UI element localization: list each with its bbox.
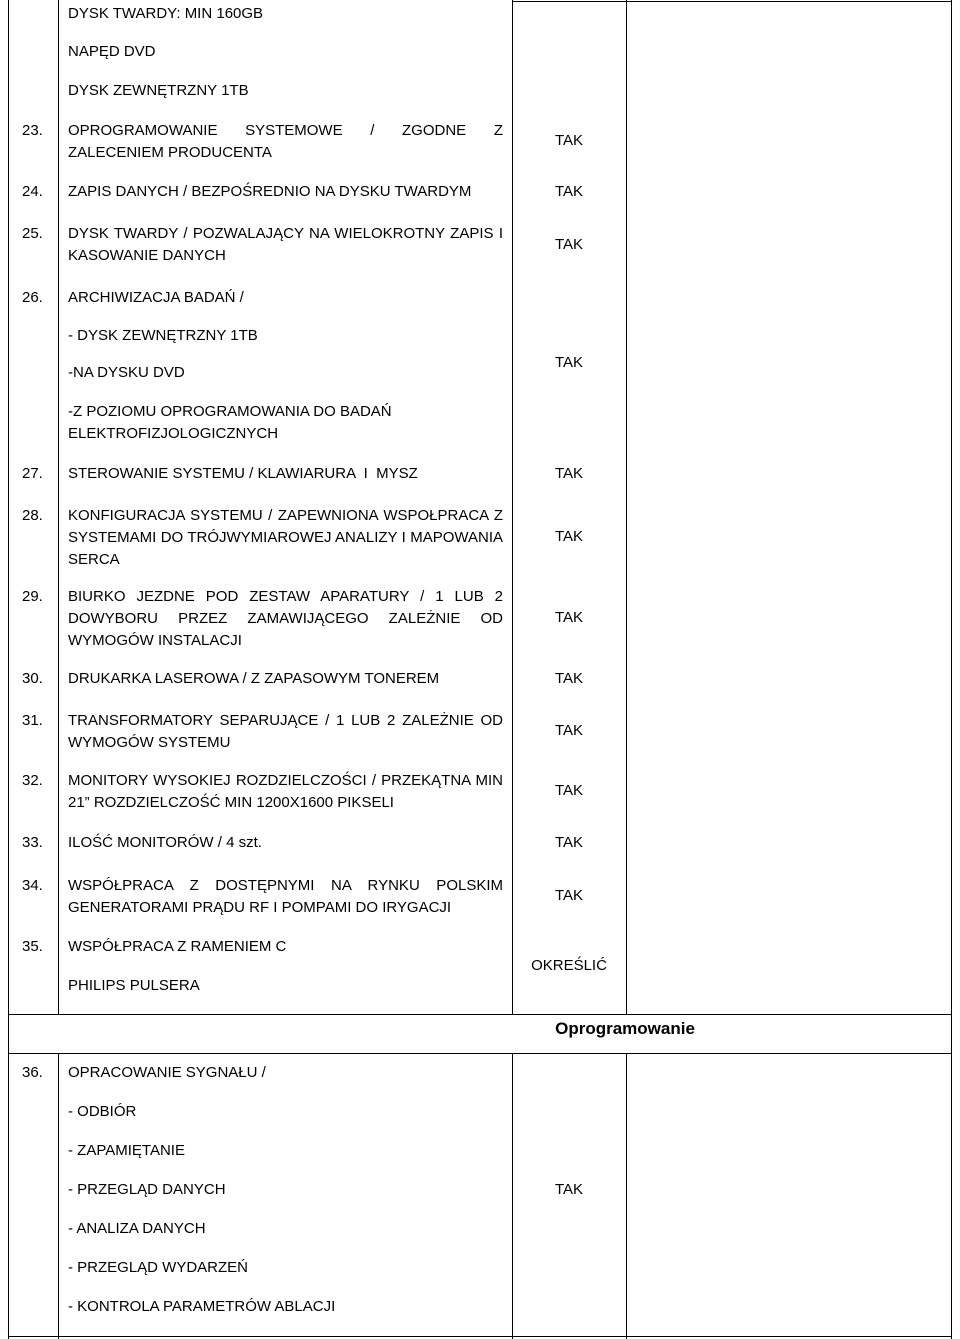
row-text: DRUKARKA LASEROWA / Z ZAPASOWYM TONEREM: [68, 670, 440, 687]
row-value: TAK: [554, 722, 584, 739]
row-number: 28.: [22, 507, 43, 524]
row-text: TRANSFORMATORY SEPARUJĄCE / 1 LUB 2 ZALEŻNIE OD WYMOGÓW SYSTEMU: [68, 712, 503, 751]
row-number: 31.: [22, 712, 43, 729]
row-value: TAK: [554, 887, 584, 904]
row-text: - ODBIÓR: [68, 1103, 137, 1120]
row-text: - ANALIZA DANYCH: [68, 1220, 206, 1237]
row-text: MONITORY WYSOKIEJ ROZDZIELCZOŚCI / PRZEKĄTNA MIN 21” ROZDZIELCZOŚĆ MIN 1200X1600 PIKSELI: [68, 772, 503, 811]
row-number: 27.: [22, 465, 43, 482]
row-text: KONFIGURACJA SYSTEMU / ZAPEWNIONA WSPOŁPRACA Z SYSTEMAMI DO TRÓJWYMIAROWEJ ANALIZY I MAPOWANIA SERCA: [68, 507, 503, 568]
row-number: 25.: [22, 225, 43, 242]
row-text: ZAPIS DANYCH / BEZPOŚREDNIO NA DYSKU TWARDYM: [68, 183, 472, 200]
section-heading: Oprogramowanie: [555, 1019, 695, 1038]
row-text: ILOŚĆ MONITORÓW / 4 szt.: [68, 834, 262, 851]
table-column-divider-3: [626, 0, 627, 1014]
row-text: NAPĘD DVD: [68, 43, 156, 60]
row-text: -Z POZIOMU OPROGRAMOWANIA DO BADAŃ ELEKTROFIZJOLOGICZNYCH: [68, 403, 392, 442]
row-number: 30.: [22, 670, 43, 687]
row-value: TAK: [554, 834, 584, 851]
row-number: 29.: [22, 588, 43, 605]
row-text: - PRZEGLĄD DANYCH: [68, 1181, 226, 1198]
row-number: 24.: [22, 183, 43, 200]
row-text: DYSK TWARDY: MIN 160GB: [68, 5, 264, 22]
section-rule-top: [8, 1014, 952, 1015]
table-border-right: [951, 0, 952, 1339]
row-text: OPROGRAMOWANIE SYSTEMOWE / ZGODNE Z ZALECENIEM PRODUCENTA: [68, 122, 503, 161]
row-text: WSPÓŁPRACA Z RAMENIEM C: [68, 938, 287, 955]
row-number: 34.: [22, 877, 43, 894]
row-value: TAK: [554, 354, 584, 371]
row-value: TAK: [554, 670, 584, 687]
row-text: STEROWANIE SYSTEMU / KLAWIARURA I MYSZ: [68, 465, 418, 482]
row-number: 36.: [22, 1064, 43, 1081]
table-top-right-border: [512, 1, 952, 2]
row-value: TAK: [554, 782, 584, 799]
row-text: OPRACOWANIE SYGNAŁU /: [68, 1064, 266, 1081]
row-text: WSPÓŁPRACA Z DOSTĘPNYMI NA RYNKU POLSKIM GENERATORAMI PRĄDU RF I POMPAMI DO IRYGACJI: [68, 877, 503, 916]
row-value: TAK: [554, 183, 584, 200]
table-column-divider-1: [58, 0, 59, 1014]
row-text: DYSK TWARDY / POZWALAJĄCY NA WIELOKROTNY ZAPIS I KASOWANIE DANYCH: [68, 225, 503, 264]
row-number: 26.: [22, 289, 43, 306]
row-value: TAK: [554, 236, 584, 253]
table-bottom-border: [8, 1336, 952, 1337]
table-column-divider-1-lower: [58, 1053, 59, 1339]
row-text: - PRZEGLĄD WYDARZEŃ: [68, 1259, 249, 1276]
table-column-divider-3-lower: [626, 1053, 627, 1339]
row-value: OKREŚLIĆ: [531, 957, 607, 974]
row-text: ARCHIWIZACJA BADAŃ /: [68, 289, 244, 306]
row-text: PHILIPS PULSERA: [68, 977, 200, 994]
row-value: TAK: [554, 609, 584, 626]
row-value: TAK: [554, 528, 584, 545]
row-value: TAK: [554, 465, 584, 482]
table-column-divider-2: [512, 0, 513, 1014]
row-text: - ZAPAMIĘTANIE: [68, 1142, 185, 1159]
row-number: 33.: [22, 834, 43, 851]
row-number: 32.: [22, 772, 43, 789]
row-value: TAK: [554, 132, 584, 149]
row-text: BIURKO JEZDNE POD ZESTAW APARATURY / 1 LUB 2 DOWYBORU PRZEZ ZAMAWIJĄCEGO ZALEŻNIE OD WYMOGÓW INSTALACJI: [68, 588, 503, 649]
row-text: -NA DYSKU DVD: [68, 364, 185, 381]
row-text: - KONTROLA PARAMETRÓW ABLACJI: [68, 1298, 336, 1315]
row-number: 35.: [22, 938, 43, 955]
row-number: 23.: [22, 122, 43, 139]
row-text: DYSK ZEWNĘTRZNY 1TB: [68, 82, 249, 99]
section-rule-bottom: [8, 1053, 952, 1054]
table-border-left: [8, 0, 9, 1339]
row-value: TAK: [554, 1181, 584, 1198]
row-text: - DYSK ZEWNĘTRZNY 1TB: [68, 327, 258, 344]
